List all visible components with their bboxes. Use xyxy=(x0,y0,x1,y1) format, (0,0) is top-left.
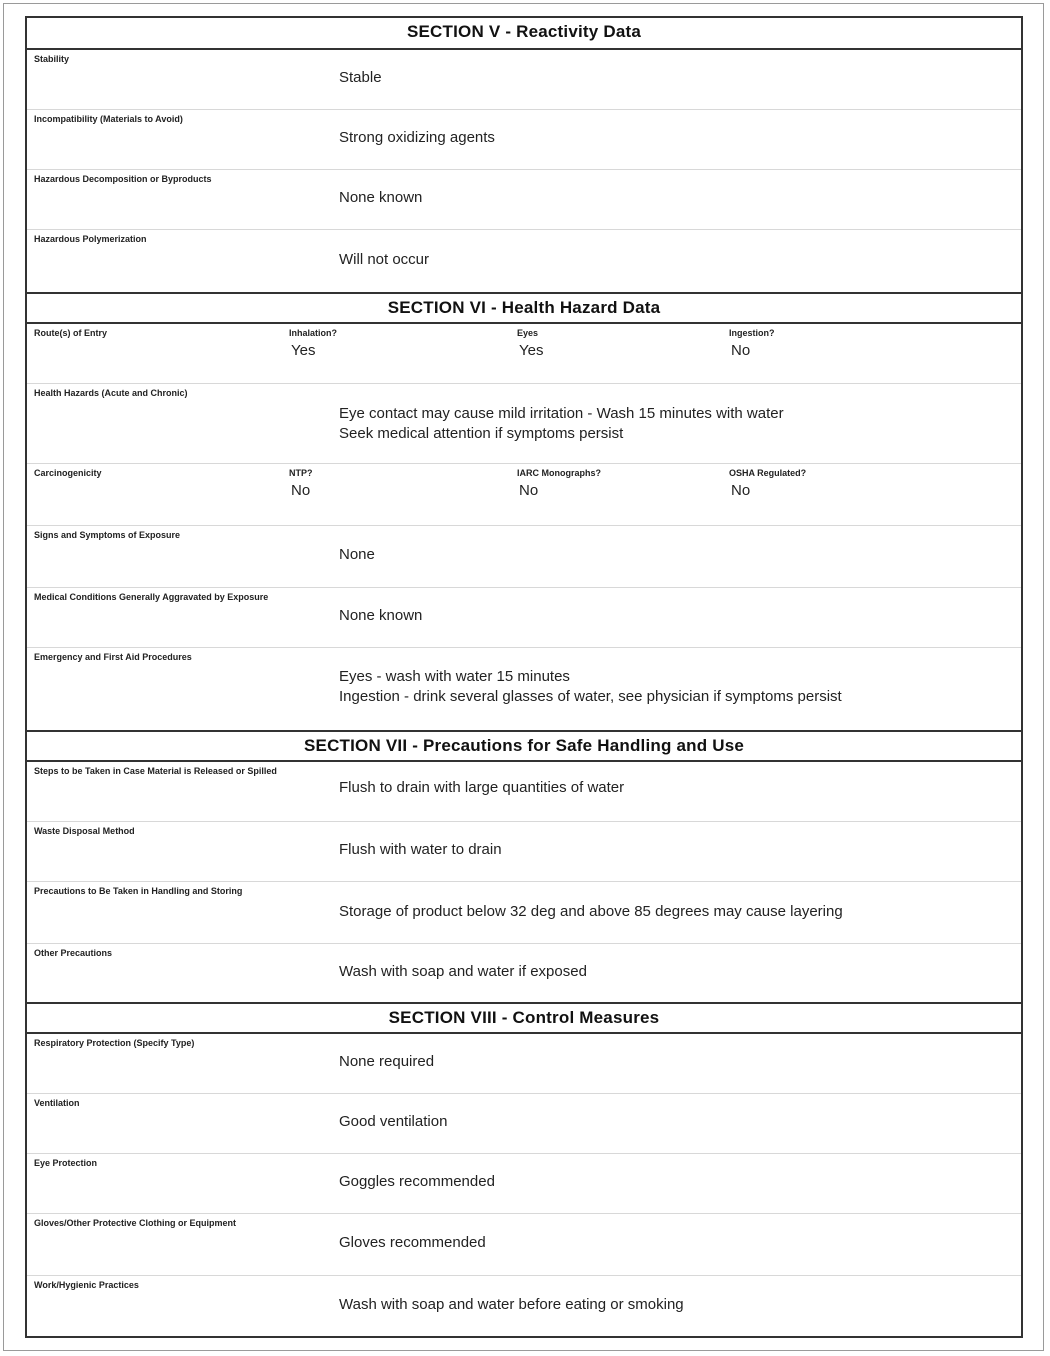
carcinogenicity-label: Carcinogenicity xyxy=(34,468,102,478)
health-hazards-label: Health Hazards (Acute and Chronic) xyxy=(34,388,188,398)
row-signs-symptoms xyxy=(27,526,1021,588)
ntp-label: NTP? xyxy=(289,468,313,478)
section-viii-header: SECTION VIII - Control Measures xyxy=(27,1002,1021,1034)
iarc-value: No xyxy=(519,482,539,499)
eye-protection-value: Goggles recommended xyxy=(339,1173,495,1190)
row-handling-storing xyxy=(27,882,1021,944)
medical-value: None known xyxy=(339,607,423,624)
ingestion-value: No xyxy=(731,342,751,359)
stability-label: Stability xyxy=(34,54,70,64)
row-medical-conditions xyxy=(27,588,1021,648)
row-eye-protection xyxy=(27,1154,1021,1214)
incompatibility-value: Strong oxidizing agents xyxy=(339,129,495,146)
iarc-label: IARC Monographs? xyxy=(517,468,601,478)
routes-label: Route(s) of Entry xyxy=(34,328,107,338)
section-vi-header: SECTION VI - Health Hazard Data xyxy=(27,292,1021,324)
row-hygienic-practices xyxy=(27,1276,1021,1336)
handling-storing-value: Storage of product below 32 deg and above 85 degrees may cause layering xyxy=(339,903,843,920)
signs-label: Signs and Symptoms of Exposure xyxy=(34,530,181,540)
signs-value: None xyxy=(339,546,375,563)
hygienic-label: Work/Hygienic Practices xyxy=(34,1280,139,1290)
ventilation-value: Good ventilation xyxy=(339,1113,448,1130)
health-hazards-line2: Seek medical attention if symptoms persist xyxy=(339,425,624,442)
first-aid-label: Emergency and First Aid Procedures xyxy=(34,652,192,662)
msds-form xyxy=(25,16,1023,1338)
eyes-label: Eyes xyxy=(517,328,539,338)
row-carcinogenicity xyxy=(27,464,1021,526)
row-decomposition xyxy=(27,170,1021,230)
spill-steps-label: Steps to be Taken in Case Material is Released or Spilled xyxy=(34,766,277,776)
spill-steps-value: Flush to drain with large quantities of water xyxy=(339,779,625,796)
row-stability xyxy=(27,50,1021,110)
stability-value: Stable xyxy=(339,69,382,86)
decomposition-label: Hazardous Decomposition or Byproducts xyxy=(34,174,212,184)
row-other-precautions xyxy=(27,944,1021,1002)
health-hazards-line1: Eye contact may cause mild irritation - Wash 15 minutes with water xyxy=(339,405,784,422)
incompatibility-label: Incompatibility (Materials to Avoid) xyxy=(34,114,183,124)
row-respiratory-protection xyxy=(27,1034,1021,1094)
row-spill-steps xyxy=(27,762,1021,822)
osha-label: OSHA Regulated? xyxy=(729,468,807,478)
row-health-hazards xyxy=(27,384,1021,464)
ventilation-label: Ventilation xyxy=(34,1098,80,1108)
ntp-value: No xyxy=(291,482,311,499)
row-first-aid xyxy=(27,648,1021,730)
first-aid-line1: Eyes - wash with water 15 minutes xyxy=(339,668,570,685)
handling-storing-label: Precautions to Be Taken in Handling and Storing xyxy=(34,886,243,896)
section-v-header: SECTION V - Reactivity Data xyxy=(27,18,1021,50)
row-ventilation xyxy=(27,1094,1021,1154)
polymerization-label: Hazardous Polymerization xyxy=(34,234,147,244)
eyes-value: Yes xyxy=(519,342,544,359)
medical-label: Medical Conditions Generally Aggravated by Exposure xyxy=(34,592,269,602)
polymerization-value: Will not occur xyxy=(339,251,430,268)
first-aid-line2: Ingestion - drink several glasses of water, see physician if symptoms persist xyxy=(339,688,842,705)
row-incompatibility xyxy=(27,110,1021,170)
respiratory-label: Respiratory Protection (Specify Type) xyxy=(34,1038,195,1048)
waste-disposal-label: Waste Disposal Method xyxy=(34,826,135,836)
inhalation-value: Yes xyxy=(291,342,316,359)
osha-value: No xyxy=(731,482,751,499)
row-routes-of-entry xyxy=(27,324,1021,384)
row-polymerization xyxy=(27,230,1021,292)
inhalation-label: Inhalation? xyxy=(289,328,337,338)
row-gloves xyxy=(27,1214,1021,1276)
decomposition-value: None known xyxy=(339,189,423,206)
section-vii-header: SECTION VII - Precautions for Safe Handling and Use xyxy=(27,730,1021,762)
eye-protection-label: Eye Protection xyxy=(34,1158,98,1168)
hygienic-value: Wash with soap and water before eating or smoking xyxy=(339,1296,684,1313)
gloves-label: Gloves/Other Protective Clothing or Equipment xyxy=(34,1218,237,1228)
other-precautions-label: Other Precautions xyxy=(34,948,113,958)
respiratory-value: None required xyxy=(339,1053,435,1070)
other-precautions-value: Wash with soap and water if exposed xyxy=(339,963,587,980)
waste-disposal-value: Flush with water to drain xyxy=(339,841,502,858)
row-waste-disposal xyxy=(27,822,1021,882)
gloves-value: Gloves recommended xyxy=(339,1234,486,1251)
ingestion-label: Ingestion? xyxy=(729,328,775,338)
